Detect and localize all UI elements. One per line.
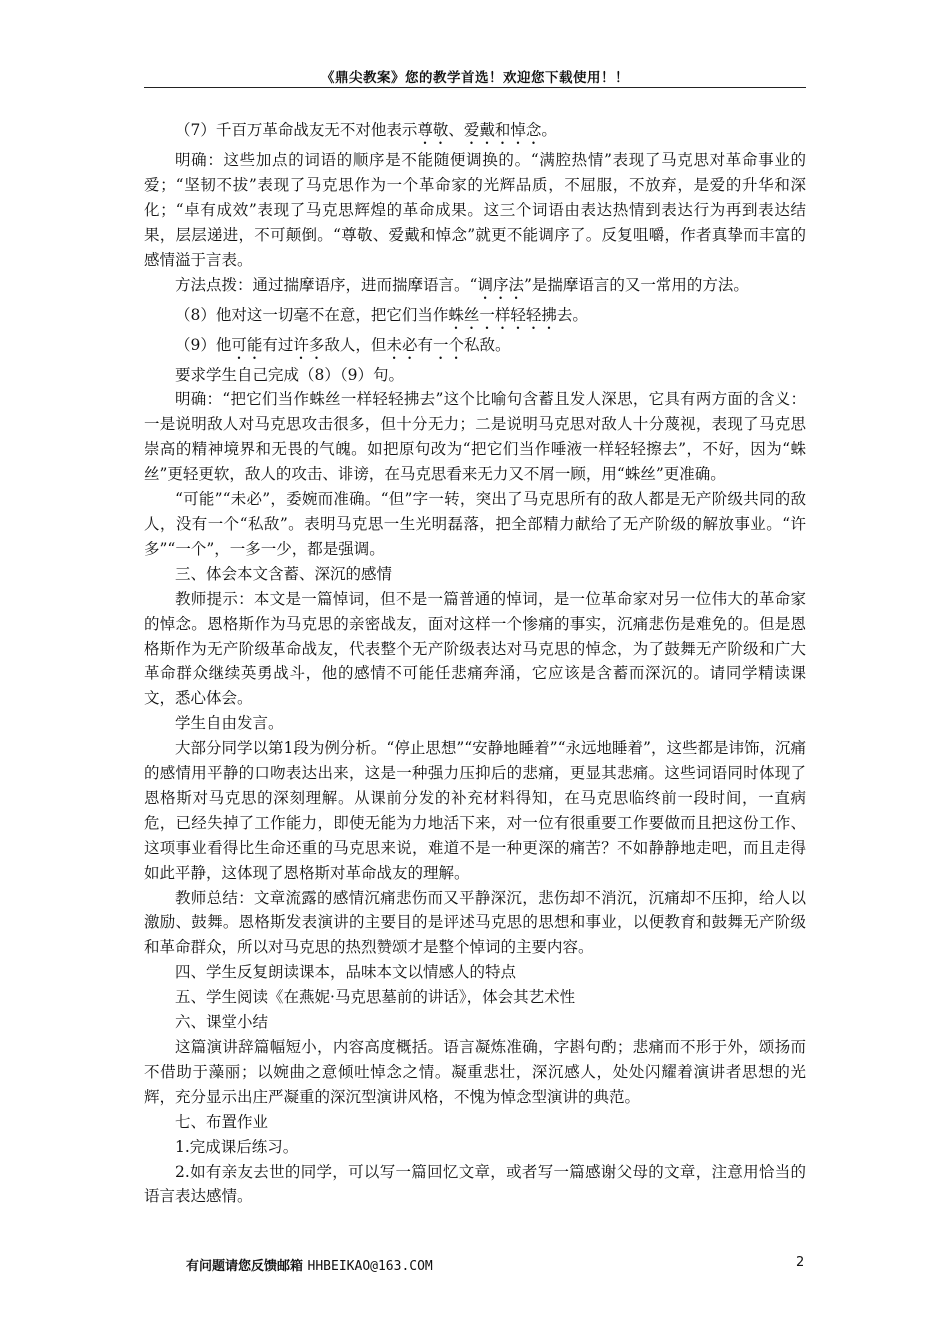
section-heading: 六、课堂小结 <box>175 1013 269 1032</box>
emphasized-words: 可能 <box>231 335 263 354</box>
text-span: 私敌。 <box>463 335 511 354</box>
section-heading: 七、布置作业 <box>175 1112 269 1131</box>
feedback-email: HHBEIKAO@163.COM <box>307 1259 433 1274</box>
header-divider <box>144 87 806 88</box>
text-span: （7）千百万革命战友无不对他表示 <box>175 121 418 139</box>
page-header: 《鼎尖教案》您的教学首选！欢迎您下载使用！！ <box>321 70 629 86</box>
text-span: 。 <box>541 121 557 139</box>
emphasized-words: 一个 <box>432 335 464 354</box>
emphasized-words: 许多 <box>293 335 325 354</box>
paragraph: “可能”“未必”，委婉而准确。“但”字一转，突出了马克思所有的敌人都是无产阶级共同的敌人，没有一个“私敌”。表明马克思一生光明磊落，把全部精力献给了无产阶级的解放事业。“许多”“一个”，一多一少，都是强调。 <box>144 490 806 558</box>
example-sentence-8 <box>144 303 806 333</box>
paragraph: 明确：“把它们当作蛛丝一样轻轻拂去”这个比喻句含蓄且发人深思，它具有两方面的含义：一是说明敌人对马克思攻击很多，但十分无力；二是说明马克思对敌人十分蔑视，表现了马克思崇高的精神境界和无畏的气魄。如把原句改为“把它们当作唾液一样轻轻擦去”，不好，因为“蛛丝”更轻更软，敌人的攻击、诽谤，在马克思看来无力又不屑一顾，用“蛛丝”更准确。 <box>144 390 806 484</box>
paragraph: 这篇演讲辞篇幅短小，内容高度概括。语言凝炼准确，字斟句酌；悲痛而不形于外，颂扬而不借助于藻丽；以婉曲之意倾吐悼念之情。凝重悲壮，深沉感人，处处闪耀着演讲者思想的光辉，充分显示出庄严凝重的深沉型演讲风格，不愧为悼念型演讲的典范。 <box>144 1038 806 1106</box>
page-footer <box>186 1255 433 1274</box>
section-heading: 三、体会本文含蓄、深沉的感情 <box>175 564 393 583</box>
emphasized-words: 调序法 <box>477 275 524 294</box>
text-span: 方法点拨：通过揣摩语序，进而揣摩语言。“ <box>175 275 478 294</box>
text-span: ”是揣摩语言的又一常用的方法。 <box>523 275 749 294</box>
paragraph: 要求学生自己完成（8）（9）句。 <box>175 365 404 384</box>
document-body <box>144 118 806 1209</box>
method-tip <box>144 273 806 303</box>
section-heading: 四、学生反复朗读课本，品味本文以情感人的特点 <box>175 963 517 982</box>
paragraph: 学生自由发言。 <box>175 714 284 733</box>
text-span: 有 <box>417 335 433 354</box>
footer-label: 有问题请您反馈邮箱 <box>186 1259 308 1274</box>
section-heading: 五、学生阅读《在燕妮·马克思墓前的讲话》，体会其艺术性 <box>175 988 576 1007</box>
list-item: 1.完成课后练习。 <box>175 1137 299 1156</box>
example-sentence-9 <box>144 333 806 363</box>
text-span: 有过 <box>262 335 294 354</box>
text-span: 去。 <box>556 305 588 324</box>
emphasized-words: 蛛丝一样轻轻拂 <box>448 305 557 324</box>
paragraph: 明确：这些加点的词语的顺序是不能随便调换的。“满腔热情”表现了马克思对革命事业的爱；“坚韧不拔”表现了马克思作为一个革命家的光辉品质，不屈服，不放弃，是爱的升华和深化；“卓有成效”表现了马克思辉煌的革命成果。这三个词语由表达热情到表达行为再到表达结果，层层递进，不可颠倒。“尊敬、爱戴和悼念”就更不能调序了。反复咀嚼，作者真挚而丰富的感情溢于言表。 <box>144 151 806 269</box>
text-span: （8）他对这一切毫不在意，把它们当作 <box>175 305 449 324</box>
paragraph: 教师提示：本文是一篇悼词，但不是一篇普通的悼词，是一位革命家对另一位伟大的革命家的悼念。恩格斯作为马克思的亲密战友，面对这样一个惨痛的事实，沉痛悲伤是难免的。但是恩格斯作为无产阶级革命战友，代表整个无产阶级表达对马克思的悼念，为了鼓舞无产阶级和广大革命群众继续英勇战斗，他的感情不可能任悲痛奔涌，它应该是含蓄而深沉的。请同学精读课文，悉心体会。 <box>144 589 806 708</box>
list-item: 2.如有亲友去世的同学，可以写一篇回忆文章，或者写一篇感谢父母的文章，注意用恰当的语言表达感情。 <box>144 1162 806 1206</box>
paragraph: 教师总结：文章流露的感情沉痛悲伤而又平静深沉，悲伤却不消沉，沉痛却不压抑，给人以激励、鼓舞。恩格斯发表演讲的主要目的是评述马克思的思想和事业，以便教育和鼓舞无产阶级和革命群众，所以对马克思的热烈赞颂才是整个悼词的主要内容。 <box>144 888 806 957</box>
example-sentence-7 <box>144 118 806 148</box>
text-span: （9）他 <box>175 335 232 354</box>
text-span: 敌人，但 <box>324 335 387 354</box>
paragraph: 大部分同学以第1段为例分析。“停止思想”“安静地睡着”“永远地睡着”，这些都是讳饰，沉痛的感情用平静的口吻表达出来，这是一种强力压抑后的悲痛，更显其悲痛。这些词语同时体现了恩格斯对马克思的深刻理解。从课前分发的补充材料得知，在马克思临终前一段时间，一直病危，已经失掉了工作能力，即使无能为力地活下来，对一位有很重要工作要做而且把这份工作、这项事业看得比生命还重的马克思来说，难道不是一种更深的痛苦？不如静静地走吧，而且走得如此平静，这体现了恩格斯对革命战友的理解。 <box>144 739 806 882</box>
page-number: 2 <box>796 1255 805 1270</box>
emphasized-words: 尊敬、爱戴和悼念 <box>417 121 542 139</box>
emphasized-words: 未必 <box>386 335 418 354</box>
